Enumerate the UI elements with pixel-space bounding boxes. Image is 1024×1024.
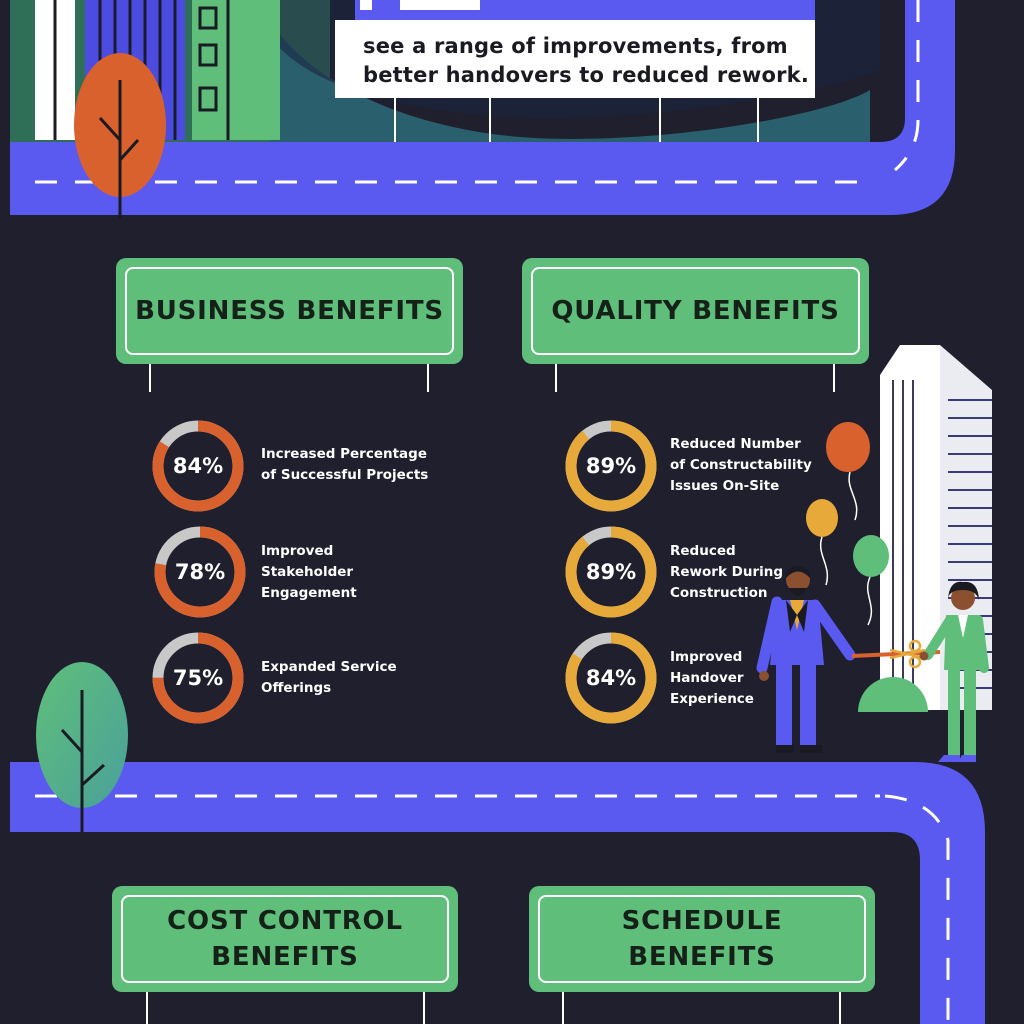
stat-label-line: Engagement [261,585,357,601]
stat-label-line: of Constructability [670,457,812,473]
stat-label-line: Experience [670,691,754,707]
stat-value-business-0: 84% [172,454,224,478]
stat-label-line: Handover [670,670,744,686]
quality-benefits-title: QUALITY BENEFITS [551,296,840,326]
banner-line-2: better handovers to reduced rework. [363,63,810,87]
stat-value-quality-0: 89% [585,454,637,478]
cost-control-title-line-1: COST CONTROL [167,906,403,936]
stat-label-business-1 [261,541,431,604]
stat-label-quality-2 [670,647,840,710]
stat-label-line: Increased Percentage [261,446,427,462]
stat-label-line: Expanded Service [261,659,397,675]
cost-control-benefits-sign [112,886,458,992]
stat-label-line: Rework During [670,564,784,580]
stat-label-quality-1 [670,541,840,604]
stat-value-business-1: 78% [174,560,226,584]
quality-benefits-sign [522,258,869,364]
stat-label-line: Construction [670,585,768,601]
stat-label-line: Improved [670,649,743,665]
stat-value-quality-1: 89% [585,560,637,584]
intro-banner [335,20,815,98]
schedule-title-line-1: SCHEDULE [621,906,783,936]
stat-label-business-2 [261,657,431,699]
stat-label-line: Reduced Number [670,436,801,452]
building-icon [35,0,75,140]
stat-label-line: Improved [261,543,334,559]
stat-value-quality-2: 84% [585,666,637,690]
stat-value-business-2: 75% [172,666,224,690]
business-benefits-title: BUSINESS BENEFITS [135,296,444,326]
schedule-benefits-sign [529,886,875,992]
stat-label-line: Stakeholder [261,564,354,580]
cost-control-title-line-2: BENEFITS [211,942,359,972]
stat-label-business-0 [261,444,431,486]
building-icon [192,0,280,140]
stat-label-line: Offerings [261,680,332,696]
banner-line-1: see a range of improvements, from [363,34,788,58]
stat-label-line: Issues On-Site [670,478,780,494]
stat-label-quality-0 [670,434,840,497]
stat-label-line: Reduced [670,543,736,559]
stat-label-line: of Successful Projects [261,467,429,483]
schedule-title-line-2: BENEFITS [628,942,776,972]
business-benefits-sign [116,258,463,364]
